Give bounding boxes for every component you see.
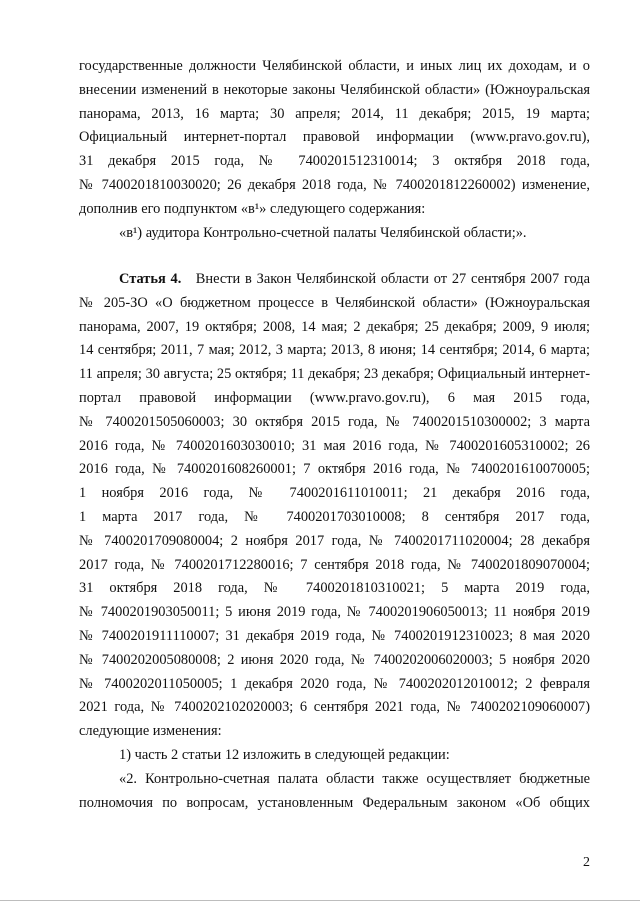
text-line: государственные должности Челябинской области, и иных лиц их доходам, и о	[79, 58, 590, 74]
text-line: № 7400201810030020; 26 декабря 2018 года, № 7400201812260002) изменение,	[79, 176, 590, 193]
text-line: следующие изменения:	[79, 723, 222, 740]
page-number: 2	[583, 855, 590, 870]
text-line: 11 апреля; 30 августа; 25 октября; 11 декабря; 23 декабря; Официальный интернет-	[79, 366, 590, 383]
text-line: № 7400202005080008; 2 июня 2020 года, № 7400202006020003; 5 ноября 2020	[79, 651, 590, 668]
text-line: 1 марта 2017 года, № 7400201703010008; 8 сентября 2017 года,	[79, 508, 590, 525]
text-line: панорама, 2013, 16 марта; 30 апреля; 2014, 11 декабря; 2015, 19 марта;	[79, 105, 590, 122]
text-line: 2017 года, № 7400201712280016; 7 сентября 2018 года, № 7400201809070004;	[79, 556, 590, 573]
text-block-previous-article	[79, 55, 590, 245]
text-line: № 7400201911110007; 31 декабря 2019 года, № 7400201912310023; 8 мая 2020	[79, 627, 590, 644]
list-item: 1) часть 2 статьи 12 изложить в следующей редакции:	[119, 746, 450, 763]
article-intro: Внести в Закон Челябинской области от 27 сентября 2007 года	[195, 271, 590, 287]
text-line-subpoint: «в¹) аудитора Контрольно-счетной палаты Челябинской области;».	[119, 224, 527, 241]
text-line: 2021 года, № 7400202102020003; 6 сентября 2021 года, № 7400202109060007)	[79, 699, 590, 716]
article-heading-line	[79, 268, 590, 292]
article-4	[79, 268, 590, 815]
text-line: № 7400202011050005; 1 декабря 2020 года, № 7400202012010012; 2 февраля	[79, 675, 590, 692]
text-line: Официальный интернет-портал правовой информации (www.pravo.gov.ru),	[79, 129, 590, 146]
text-line: дополнив его подпунктом «в¹» следующего содержания:	[79, 200, 426, 217]
text-line: 14 сентября; 2011, 7 мая; 2012, 3 марта; 2013, 8 июня; 14 сентября; 2014, 6 марта;	[79, 342, 590, 359]
text-line: панорама, 2007, 19 октября; 2008, 14 мая; 2 декабря; 25 декабря; 2009, 9 июля;	[79, 318, 590, 335]
text-line: 31 декабря 2015 года, № 7400201512310014; 3 октября 2018 года,	[79, 153, 590, 170]
text-line: 2016 года, № 7400201603030010; 31 мая 2016 года, № 7400201605310002; 26	[79, 437, 590, 454]
quote-line: полномочия по вопросам, установленным Федеральным законом «Об общих	[79, 794, 590, 811]
text-line: № 7400201903050011; 5 июня 2019 года, № 7400201906050013; 11 ноября 2019	[79, 604, 590, 621]
text-line: № 205-ЗО «О бюджетном процессе в Челябинской области» (Южноуральская	[79, 294, 590, 311]
article-heading: Статья 4.	[119, 271, 182, 287]
text-line: 31 октября 2018 года, № 7400201810310021; 5 марта 2019 года,	[79, 580, 590, 597]
quote-line: «2. Контрольно-счетная палата области также осуществляет бюджетные	[119, 770, 590, 787]
text-line: 1 ноября 2016 года, № 7400201611010011; 21 декабря 2016 года,	[79, 485, 590, 502]
text-line: внесении изменений в некоторые законы Челябинской области» (Южноуральская	[79, 81, 590, 98]
text-line: № 7400201709080004; 2 ноября 2017 года, № 7400201711020004; 28 декабря	[79, 532, 590, 549]
scan-edge-divider	[0, 900, 640, 901]
text-line: 2016 года, № 7400201608260001; 7 октября 2016 года, № 7400201610070005;	[79, 461, 590, 478]
text-line: № 7400201505060003; 30 октября 2015 года, № 7400201510300002; 3 марта	[79, 413, 590, 430]
text-line: портал правовой информации (www.pravo.gov.ru), 6 мая 2015 года,	[79, 389, 590, 406]
